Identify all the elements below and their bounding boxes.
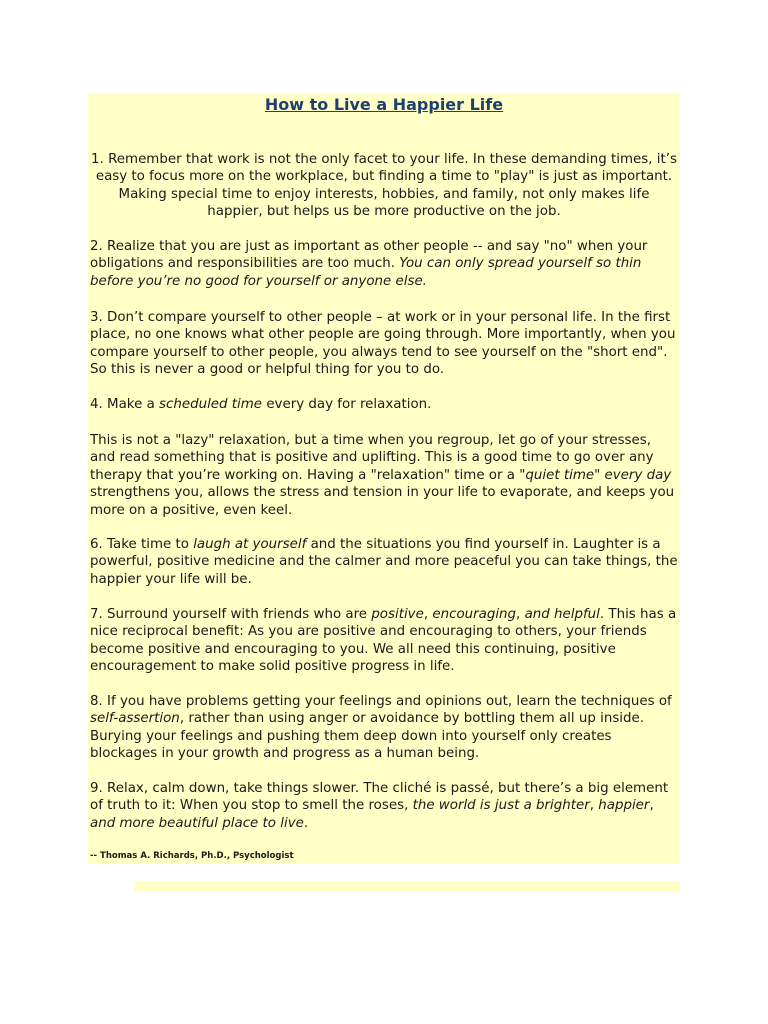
paragraph-8 <box>90 693 678 763</box>
paragraph-8-italic: self-assertion <box>90 711 180 727</box>
paragraph-7-italic-helpful: and helpful <box>524 607 600 622</box>
paragraph-6 <box>90 536 678 588</box>
paragraph-4 <box>90 396 678 413</box>
paragraph-9-comma-2: , <box>649 798 654 814</box>
paragraph-5-text: This is not a "lazy" relaxation, but a time when you regroup, let go of your stresses, and read something that is positive and uplifting. This is a good time to go over any therapy that you’re working on. Having a "relaxation" time or a <box>90 433 654 483</box>
paragraph-9-italic-brighter: the world is just a brighter <box>412 798 590 814</box>
paragraph-9-comma-1: , <box>589 798 599 814</box>
paragraph-5-text-end: strengthens you, allows the stress and tension in your life to evaporate, and keeps you more on a positive, even keel. <box>90 485 675 518</box>
paragraph-7-comma-1: , <box>423 607 433 622</box>
paragraph-7-comma-2: , <box>516 607 525 622</box>
paragraph-3-text: 3. Don’t compare yourself to other people – at work or in your personal life. In the first place, no one knows what other people are going through. More importantly, when you compare yourself to other people, you always tend to see yourself on the "short end". So this is never a good or helpful thing for you to do. <box>90 310 676 378</box>
paragraph-1 <box>90 151 678 221</box>
paragraph-7-text-end: . This has a nice reciprocal benefit: As you are positive and encouraging to others, your friends become positive and encouraging to you. We all need this continuing, positive encouragement to make solid positive progress in life. <box>90 607 677 675</box>
paragraph-9-text: 9. Relax, calm down, take things slower. The cliché is passé, but there’s a big element of truth to it: When you stop to smell the roses, <box>90 781 669 814</box>
paragraph-7-text: 7. Surround yourself with friends who are <box>90 607 372 622</box>
paragraph-2-text: 2. Realize that you are just as important as other people -- and say "no" when your obligations and responsibilities are too much. <box>90 239 648 272</box>
author-signature: -- Thomas A. Richards, Ph.D., Psychologist <box>90 851 294 861</box>
paragraph-9-period: . <box>303 815 309 831</box>
paragraph-6-text-end: and the situations you find yourself in. Laughter is a powerful, positive medicine and the calmer and more peaceful you can take things, the happier your life will be. <box>90 537 678 587</box>
paragraph-7-italic-encouraging: encouraging <box>432 607 517 622</box>
paragraph-2-italic: You can only spread yourself so thin before you’re no good for yourself or anyone else. <box>90 256 642 289</box>
paragraph-6-italic: laugh at yourself <box>193 537 307 552</box>
paragraph-7-italic-positive: positive <box>371 607 424 622</box>
paragraph-1-text: 1. Remember that work is not the only facet to your life. In these demanding times, it’s easy to focus more on the workplace, but finding a time to "play" is just as important. Making special time to enjoy interests, hobbies, and family, not only makes life happier, but helps us be more productive on the job. <box>91 152 677 220</box>
paragraph-9 <box>90 780 678 832</box>
paragraph-9-italic-happier: happier <box>598 798 650 814</box>
paragraph-3 <box>90 309 678 379</box>
article-title: How to Live a Happier Life <box>264 95 504 114</box>
paragraph-5 <box>90 432 678 519</box>
paragraph-4-italic: scheduled time <box>159 397 263 412</box>
paragraph-8-text: 8. If you have problems getting your feelings and opinions out, learn the techniques of <box>90 694 672 709</box>
paragraph-6-text: 6. Take time to <box>90 537 194 552</box>
paragraph-7 <box>90 606 678 676</box>
paragraph-9-italic-beautiful: and more beautiful place to live <box>90 815 304 831</box>
paragraph-4-text-end: every day for relaxation. <box>262 397 432 412</box>
paragraph-2 <box>90 238 678 290</box>
paragraph-4-text: 4. Make a <box>90 397 160 412</box>
paragraph-5-italic: "quiet time" every day <box>519 467 672 483</box>
paragraph-8-text-end: , rather than using anger or avoidance by bottling them all up inside. Burying your feelings and pushing them deep down into yourself only creates blockages in your growth and progress as a human being. <box>90 711 645 762</box>
bottom-strip <box>134 881 680 892</box>
